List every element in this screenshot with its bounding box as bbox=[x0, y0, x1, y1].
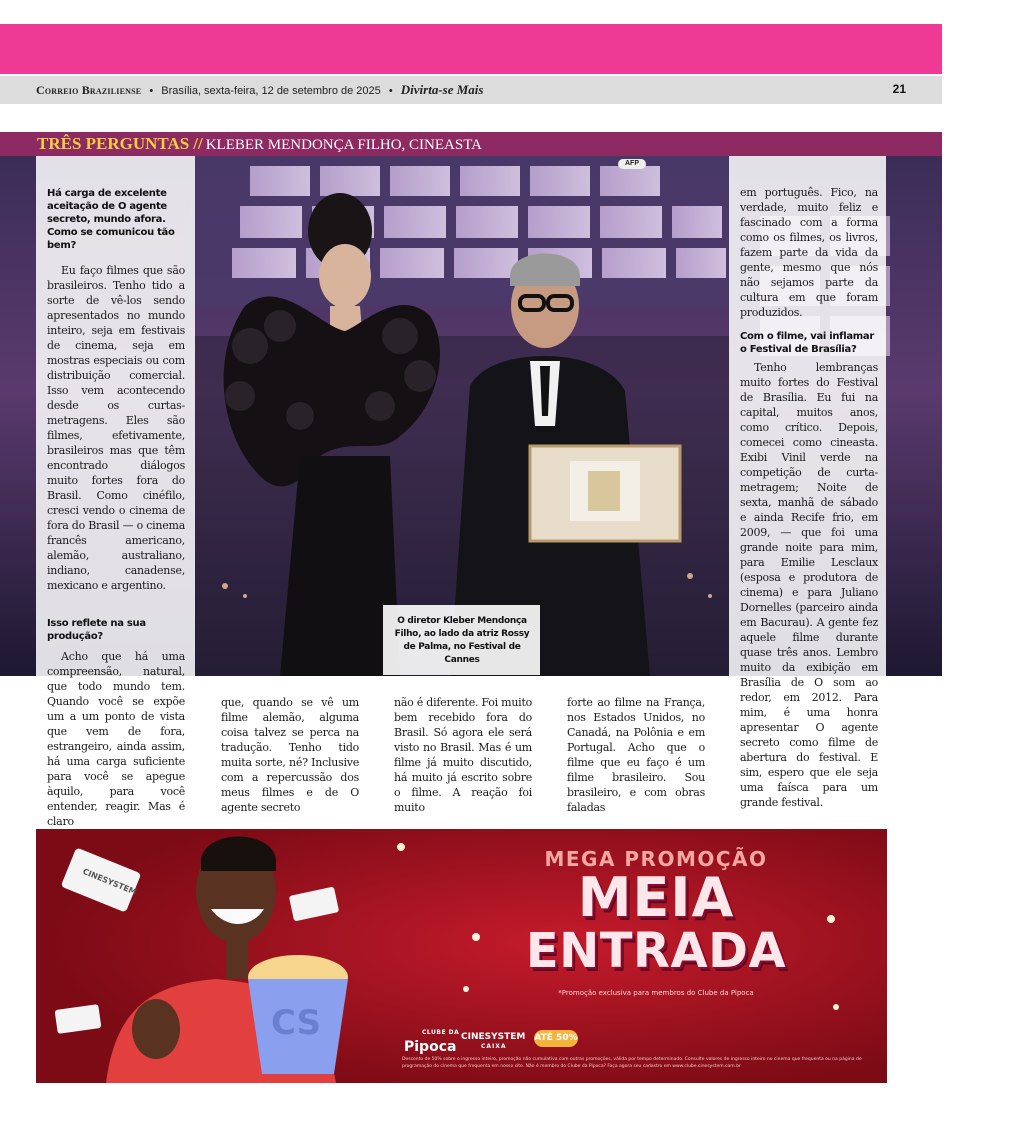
question-1: Há carga de excelente aceitação de O agente secreto, mundo afora. Como se comunicou tão bem? bbox=[47, 188, 175, 251]
club-name: Pipoca bbox=[404, 1039, 457, 1055]
ad-exclusive-note: *Promoção exclusiva para membros do Clube da Pipoca bbox=[558, 989, 754, 997]
discount-badge: ATÉ 50% bbox=[534, 1030, 578, 1047]
running-head bbox=[0, 76, 942, 104]
cinema-name: CINESYSTEM bbox=[461, 1032, 526, 1042]
answer-2-column-3: não é diferente. Foi muito bem recebido fora do Brasil. Só agora ele será visto no Brasil. Mas é um filme já muito discutido, há muito já escrito sobre o filme. A reação foi muito bbox=[394, 696, 532, 814]
page-number: 21 bbox=[892, 82, 906, 96]
bullet-separator: • bbox=[388, 85, 393, 97]
section-kicker: TRÊS PERGUNTAS bbox=[37, 134, 190, 153]
bucket-logo: CS bbox=[271, 1003, 322, 1043]
answer-2-ending: em português. Fico, na verdade, muito feliz e fascinado com a forma como os filmes, os livros, fazem parte da vida da gente, mesmo que nós não sejamos parte da cultura em que foram produzidos. bbox=[740, 186, 878, 319]
newspaper-name: Correio Braziliense bbox=[36, 83, 142, 97]
answer-2-text: Acho que há uma compreensão, natural, que todo mundo tem. Quando você se expõe um a um ponto de vista que vem de fora, estrangeiro, ainda assim, há uma carga suficiente para você se apegue àquilo, para você entender, reagir. Mas é claro bbox=[47, 650, 185, 828]
answer-2-column-2: que, quando se vê um filme alemão, alguma coisa talvez se perca na tradução. Tenho tido muita sorte, né? Inclusive com a repercussão dos meus filmes e de O agente secreto bbox=[221, 696, 359, 814]
answer-1-text: Eu faço filmes que são brasileiros. Tenho tido a sorte de vê-los sendo apresentados no mundo inteiro, seja em festivais de cinema, seja em mostras especiais ou com distribuição comercial. Isso vem acontecendo desde os curtas-metragens. Eles são filmes, efetivamente, brasileiros mas que têm encontrado diálogos muito fortes fora do Brasil. Como cinéfilo, cresci vendo o cinema de fora do Brasil — o cinema francês americano, alemão, australiano, indiano, canadense, mexicano e argentino. bbox=[47, 264, 185, 592]
ticket-brand: CINESYSTEM bbox=[81, 866, 138, 897]
photo-caption-box bbox=[383, 605, 540, 675]
cinema-sub: CAIXA bbox=[481, 1043, 507, 1050]
section-subject: KLEBER MENDONÇA FILHO, CINEASTA bbox=[205, 137, 483, 153]
section-head-bar bbox=[0, 132, 942, 156]
answer-1 bbox=[47, 263, 185, 593]
ad-headline-top: MEGA PROMOÇÃO bbox=[544, 847, 768, 871]
club-label: CLUBE DA bbox=[422, 1029, 460, 1036]
answer-2-column-4: forte ao filme na França, nos Estados Unidos, no Canadá, na Polônia e em Portugal. Acho que o filme que eu faço é um filme brasileiro. Sou brasileiro, e com obras faladas bbox=[567, 696, 705, 814]
ad-headline-meia: MEIA bbox=[577, 866, 735, 929]
question-2: Isso reflete na sua produção? bbox=[47, 618, 146, 642]
top-color-band bbox=[0, 24, 942, 74]
place-date: Brasília, sexta-feira, 12 de setembro de 2025 bbox=[161, 85, 381, 97]
photo-caption: O diretor Kleber Mendonça Filho, ao lado da atriz Rossy de Palma, no Festival de Cannes bbox=[394, 616, 530, 665]
answer-3 bbox=[740, 360, 878, 810]
advertisement[interactable] bbox=[36, 829, 887, 1083]
section-separator: // bbox=[193, 134, 203, 153]
clube-pipoca-logo bbox=[404, 1029, 459, 1055]
section-head bbox=[37, 134, 482, 154]
ad-fine-print: Desconto de 50% sobre o ingresso inteiro, promoção não cumulativa com outras promoções, válida por tempo determinado. Consulte valores de ingresso inteiro no cinema que frequenta ou na página de programação do cinema que frequenta em nosso site. Não é membro do Clube da Pipoca? Faça agora seu cadastro em www.clube.cinesystem.com.br bbox=[402, 1057, 862, 1069]
popcorn-bucket-icon bbox=[248, 955, 348, 1074]
ad-headline-entrada: ENTRADA bbox=[525, 923, 787, 979]
answer-2-part-1 bbox=[47, 649, 185, 829]
photo-credit: AFP bbox=[618, 159, 646, 169]
bullet-separator: • bbox=[149, 85, 154, 97]
running-head-text bbox=[36, 82, 483, 98]
answer-3-text: Tenho lembranças muito fortes do Festival de Brasília. Eu fui na capital, muitos anos, como crítico. Depois, comecei como cineasta. Exibi Vinil verde na competição de curta-metragem; Noite de sexta, manhã de sábado e ainda Recife frio, em 2009, — que foi uma grande noite para mim, para Emilie Lesclaux (esposa e produtora de cinema) e para Juliano Dornelles (parceiro ainda em Bacurau). A gente fez aquele filme durante quase três anos. Lembro muito da exibição em Brasília de O som ao redor, em 2012. Para mim, é uma honra apresentar O agente secreto como filme de abertura do festival. E sim, espero que ele seja uma faísca para um grande festival. bbox=[740, 361, 878, 809]
section-name: Divirta-se Mais bbox=[400, 82, 484, 97]
cinesystem-logo bbox=[461, 1032, 525, 1052]
question-3: Com o filme, vai inflamar o Festival de Brasília? bbox=[740, 331, 874, 355]
